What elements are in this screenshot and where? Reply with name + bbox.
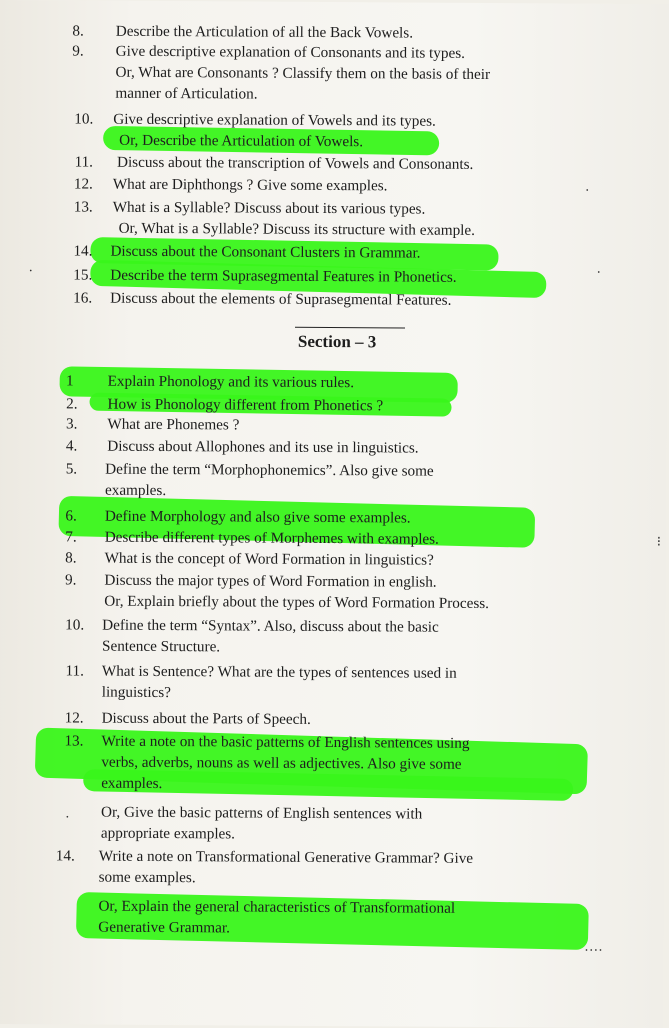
question-text: Write a note on the basic patterns of English sentences using: [101, 732, 470, 752]
question-text: examples.: [101, 774, 163, 793]
question-text: Discuss about the transcription of Vowels and Consonants.: [116, 153, 474, 173]
question-number: 7.: [65, 528, 77, 546]
question-text: examples.: [104, 481, 167, 500]
question-number: 10.: [74, 110, 94, 128]
question-text: verbs, adverbs, nouns as well as adjectives. Also give some: [101, 753, 462, 773]
question-text: How is Phonology different from Phonetics ?: [107, 395, 384, 415]
question-number: 3.: [65, 415, 78, 433]
question-number: 10.: [65, 616, 85, 634]
question-text: Or, What is a Syllable? Discuss its structure with example.: [118, 219, 476, 239]
question-number: 14.: [73, 242, 93, 260]
question-text: What are Diphthongs ? Give some examples.: [112, 175, 388, 195]
question-text: Define Morphology and also give some examples.: [104, 507, 411, 527]
question-text: manner of Articulation.: [115, 84, 258, 103]
question-number: 4.: [65, 437, 78, 455]
question-text: some examples.: [98, 868, 196, 887]
question-number: 12.: [73, 175, 93, 193]
question-number: 8.: [65, 549, 77, 567]
question-number: 8.: [72, 22, 84, 40]
question-number: 13.: [64, 732, 84, 750]
question-text: Describe the Articulation of all the Back Vowels.: [115, 22, 414, 42]
question-number: 11.: [74, 153, 94, 171]
question-text: Write a note on Transformational Generative Grammar? Give: [98, 847, 474, 867]
question-number: 1: [66, 372, 74, 390]
question-number: 2.: [66, 395, 78, 413]
speck-mark: ⁝: [656, 535, 662, 551]
question-text: What is Sentence? What are the types of sentences used in: [101, 662, 457, 682]
speck-mark: ·: [64, 810, 70, 826]
question-text: Discuss the major types of Word Formation in english.: [104, 571, 437, 591]
question-text: Generative Grammar.: [98, 918, 230, 937]
question-number: 9.: [65, 571, 77, 589]
question-text: Define the term “Morphophonemics”. Also give some: [105, 460, 434, 480]
question-text: Or, Explain the general characteristics of Transformational: [98, 897, 456, 917]
question-10-top: [0, 108, 668, 151]
question-text: Discuss about the Consonant Clusters in Grammar.: [110, 242, 421, 262]
speck-mark: ·: [28, 264, 34, 280]
speck-mark: ·: [584, 183, 590, 199]
section-title: Section – 3: [297, 331, 377, 352]
question-number: 12.: [64, 709, 84, 727]
question-text: What are Phonemes ?: [107, 415, 240, 434]
question-text: Discuss about the Parts of Speech.: [101, 709, 311, 728]
question-number: 13.: [73, 198, 93, 216]
question-10: [0, 614, 665, 656]
question-text: Define the term “Syntax”. Also, discuss about the basic: [102, 616, 439, 636]
question-text: Sentence Structure.: [102, 637, 221, 656]
question-8-top: [0, 20, 669, 42]
question-number: 6.: [65, 507, 77, 525]
question-11: [0, 660, 665, 702]
question-text: appropriate examples.: [100, 824, 236, 843]
question-text: Or, Describe the Articulation of Vowels.: [119, 131, 364, 151]
question-number: 11.: [65, 662, 84, 680]
question-text: Explain Phonology and its various rules.: [107, 372, 355, 392]
question-text: What is a Syllable? Discuss about its various types.: [112, 198, 426, 218]
question-number: 14.: [55, 847, 75, 865]
question-number: 9.: [72, 42, 84, 60]
question-text: Give descriptive explanation of Consonants and its types.: [115, 42, 465, 62]
question-text: Or, What are Consonants ? Classify them on the basis of their: [115, 63, 491, 83]
question-text: Or, Give the basic patterns of English sentences with: [100, 803, 423, 823]
question-text: Or, Explain briefly about the types of Word Formation Process.: [104, 592, 490, 612]
question-text: Discuss about the elements of Suprasegmental Features.: [110, 289, 452, 309]
question-text: linguistics?: [101, 683, 172, 702]
question-text: Give descriptive explanation of Vowels and its types.: [113, 110, 436, 130]
question-text: Describe the term Suprasegmental Features in Phonetics.: [110, 266, 457, 286]
question-text: Describe different types of Morphemes with examples.: [104, 528, 439, 548]
question-text: What is the concept of Word Formation in linguistics?: [104, 549, 434, 569]
question-12: [0, 707, 665, 728]
question-text: Discuss about Allophones and its use in linguistics.: [107, 437, 419, 457]
speck-mark: ·: [596, 265, 602, 281]
question-number: 15.: [73, 266, 93, 284]
section-rule: [295, 327, 405, 329]
question-number: 16.: [73, 289, 93, 307]
question-number: 5.: [65, 460, 78, 478]
speck-mark: ····: [584, 943, 603, 959]
